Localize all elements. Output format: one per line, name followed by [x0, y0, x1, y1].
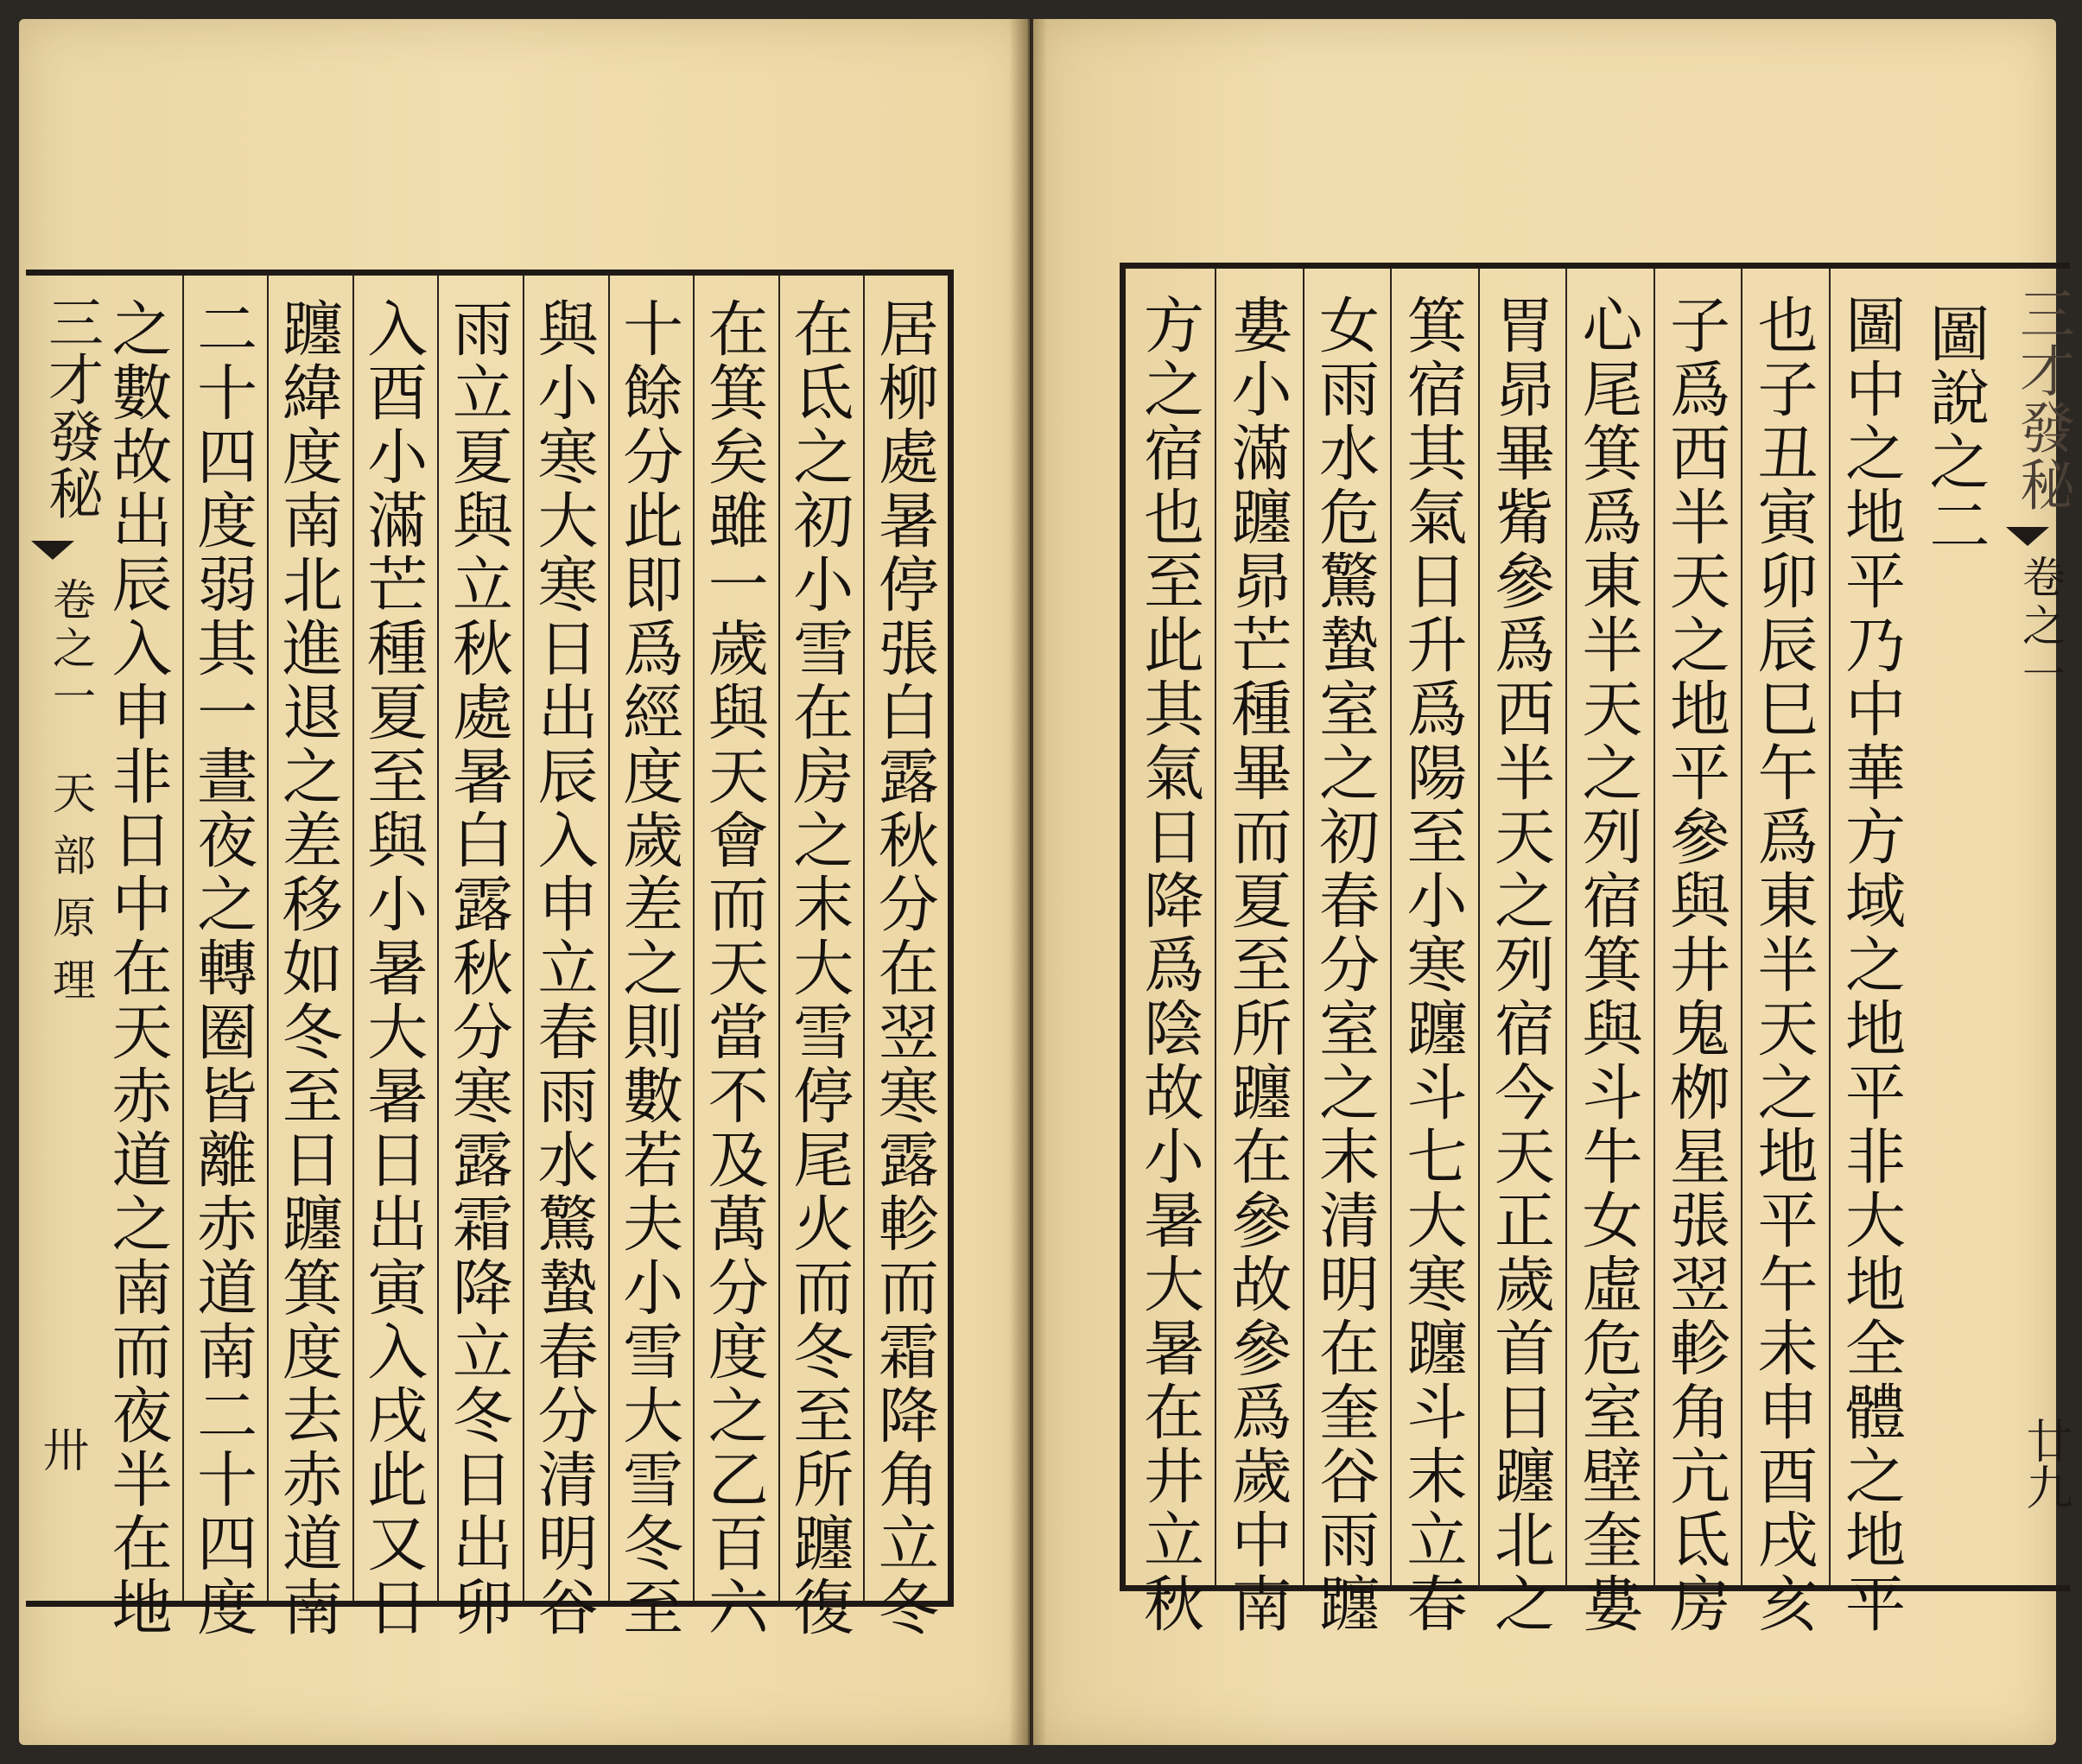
text-column: 女雨水危驚蟄室之初春分室之末清明在奎谷雨躔	[1309, 294, 1381, 1636]
left-margin-title: 三才發秘	[39, 294, 103, 522]
text-column: 婁小滿躔昴芒種畢而夏至所躔在參故參爲歲中南	[1222, 294, 1292, 1636]
text-column: 在氐之初小雪在房之末大雪停尾火而冬至所躔復	[783, 297, 854, 1640]
text-column: 在箕矣雖一歲與天會而天當不及萬分度之乙百六	[698, 297, 770, 1640]
text-column: 躔緯度南北進退之差移如冬至日躔箕度去赤道南	[272, 297, 344, 1640]
text-column: 居柳處暑停張白露秋分在翌寒露軫而霜降角立冬	[868, 297, 940, 1640]
left-margin-section: 天部原理	[46, 771, 96, 1019]
column-rule	[182, 275, 184, 1602]
text-column: 方之宿也至此其氣日降爲陰故小暑大暑在井立秋	[1133, 294, 1205, 1636]
text-column: 雨立夏與立秋處暑白露秋分寒露霜降立冬日出卯	[442, 297, 514, 1640]
column-rule	[1654, 268, 1655, 1586]
text-column: 入酉小滿芒種夏至與小暑大暑日出寅入戌此又日	[357, 297, 428, 1640]
text-column: 子爲西半天之地平參與井鬼栁星張翌軫角亢氐房	[1660, 294, 1731, 1636]
right-fish-tail	[2006, 527, 2049, 546]
column-rule	[352, 275, 354, 1602]
left-fish-tail	[31, 541, 74, 560]
right-margin-volume: 卷之一	[2015, 555, 2066, 700]
right-margin-title: 三才發秘	[2010, 285, 2074, 513]
column-rule	[863, 275, 865, 1602]
column-rule	[693, 275, 695, 1602]
column-rule	[1829, 268, 1831, 1586]
left-margin-volume: 卷之一	[46, 577, 96, 722]
text-column: 之數故出辰入申非日中在天赤道之南而夜半在地	[102, 297, 173, 1640]
text-column: 二十四度弱其一晝夜之轉圈皆離赤道南二十四度	[187, 297, 258, 1640]
column-rule	[267, 275, 269, 1602]
column-rule	[1303, 268, 1304, 1586]
right-folio-number: 廿九	[2019, 1417, 2073, 1510]
text-column: 也子丑寅卯辰巳午爲東半天之地平午未申酉戌亥	[1748, 294, 1819, 1636]
column-rule	[1390, 268, 1392, 1586]
column-rule	[523, 275, 524, 1602]
text-column: 十餘分此即爲經度歲差之則數若夫小雪大雪冬至	[613, 297, 684, 1640]
text-column: 心尾箕爲東半天之列宿箕與斗牛女虛危室壁奎婁	[1572, 294, 1643, 1636]
text-column: 圖中之地平乃中華方域之地平非大地全體之地平	[1835, 294, 1907, 1636]
column-rule	[1741, 268, 1742, 1586]
text-column: 胃昴畢觜參爲西半天之列宿今天正歲首日躔北之	[1484, 294, 1556, 1636]
column-rule	[1215, 268, 1216, 1586]
column-rule	[1565, 268, 1567, 1586]
book-gutter	[1009, 19, 1047, 1745]
text-column: 與小寒大寒日出辰入申立春雨水驚蟄春分清明谷	[528, 297, 599, 1640]
column-rule	[778, 275, 780, 1602]
column-rule	[608, 275, 610, 1602]
text-column: 箕宿其氣日升爲陽至小寒躔斗七大寒躔斗末立春	[1397, 294, 1468, 1636]
column-rule	[437, 275, 439, 1602]
left-folio-number: 卅	[35, 1425, 90, 1472]
right-heading: 圖說之二	[1920, 302, 1990, 558]
column-rule	[1478, 268, 1480, 1586]
